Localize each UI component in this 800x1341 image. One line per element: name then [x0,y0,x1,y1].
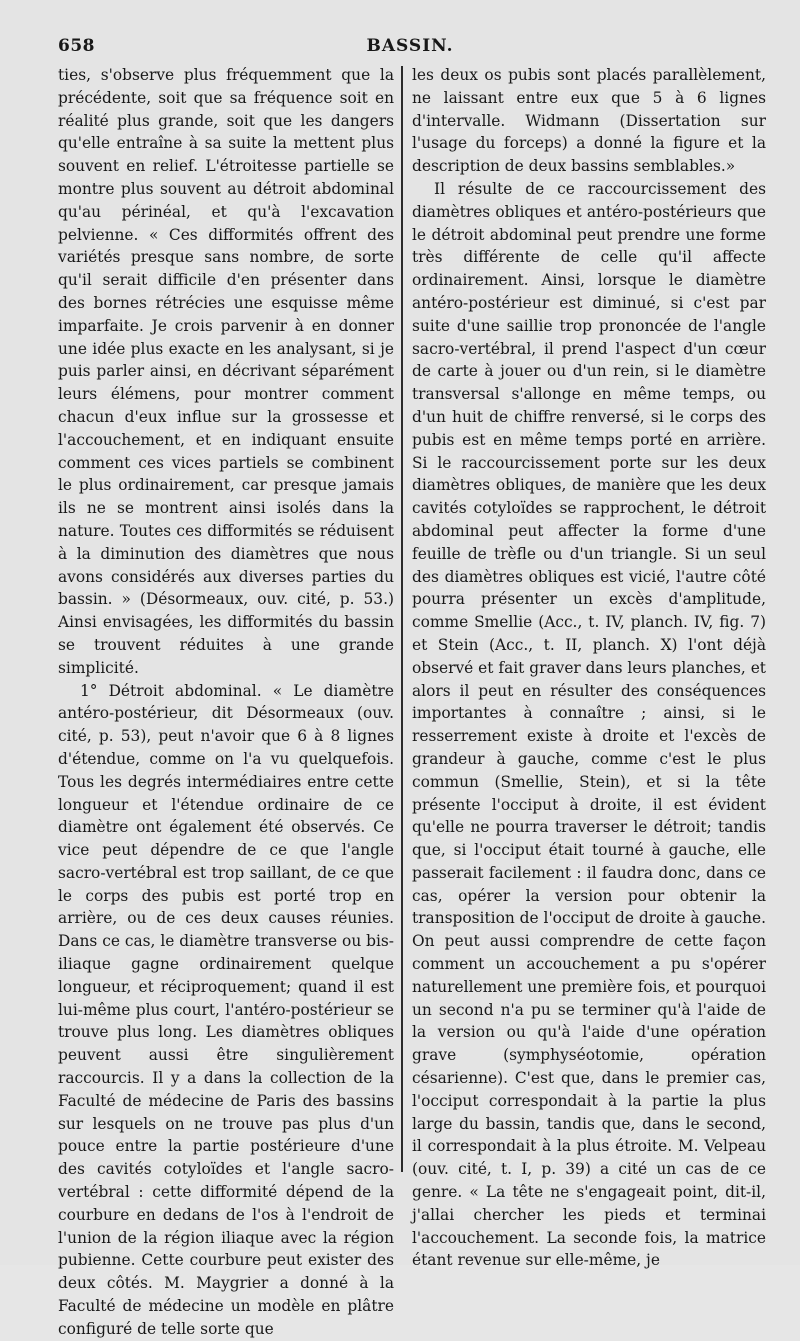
column-divider [401,66,403,1172]
running-title: BASSIN. [366,36,454,56]
left-column [58,64,394,1341]
page-number: 658 [58,36,95,56]
paragraph: les deux os pubis sont placés parallèlement, ne laissant entre eux que 5 à 6 lignes d'intervalle. Widmann (Dissertation sur l'usage du forceps) a donné la figure et la description de deux bassins semblables.» [412,66,766,176]
page-header [0,36,800,62]
right-column [412,64,766,1272]
paragraph: Il résulte de ce raccourcissement des diamètres obliques et antéro-postérieurs que le détroit abdominal peut prendre une forme très différente de celle qu'il affecte ordinairement. Ainsi, lorsque le diamètre antéro-postérieur est diminué, si c'est par suite d'une saillie trop prononcée de l'angle sacro-vertébral, il prend l'aspect d'un cœur de carte à jouer ou d'un rein, si le diamètre transversal s'allonge en même temps, ou d'un huit de chiffre renversé, si le corps des pubis est en même temps porté en arrière. Si le raccourcissement porte sur les deux diamètres obliques, de manière que les deux cavités cotyloïdes se rapprochent, le détroit abdominal peut affecter la forme d'une feuille de trèfle ou d'un triangle. Si un seul des diamètres obliques est vicié, l'autre côté pourra présenter un excès d'amplitude, comme Smellie (Acc., t. IV, planch. IV, fig. 7) et Stein (Acc., t. II, planch. X) l'ont déjà observé et fait graver dans leurs planches, et alors il peut en résulter des conséquences importantes à connaître ; ainsi, si le resserrement existe à droite et l'excès de grandeur à gauche, comme c'est le plus commun (Smellie, Stein), et si la tête présente l'occiput à droite, il est évident qu'elle ne pourra traverser le détroit; tandis que, si l'occiput était tourné à gauche, elle passerait facilement : il faudra donc, dans ce cas, opérer la version pour obtenir la transposition de l'occiput de droite à gauche. On peut aussi comprendre de cette façon comment un accouchement a pu s'opérer naturellement une première fois, et pourquoi un second n'a pu se terminer qu'à l'aide de la version ou qu'à l'aide d'une opération grave (symphyséotomie, opération césarienne). C'est que, dans le premier cas, l'occiput correspondait à la partie la plus large du bassin, tandis que, dans le second, il correspondait à la plus étroite. M. Velpeau (ouv. cité, t. I, p. 39) a cité un cas de ce genre. « La tête ne s'engageait point, dit-il, j'allai chercher les pieds et terminai l'accouchement. La seconde fois, la matrice étant revenue sur elle-même, je [412,179,766,1270]
paragraph: 1° Détroit abdominal. « Le diamètre antéro-postérieur, dit Désormeaux (ouv. cité, p. 53), peut n'avoir que 6 à 8 lignes d'étendue, comme on l'a vu quelquefois. Tous les degrés intermédiaires entre cette longueur et l'étendue ordinaire de ce diamètre ont également été observés. Ce vice peut dépendre de ce que l'angle sacro-vertébral est trop saillant, de ce que le corps des pubis est porté trop en arrière, ou de ces deux causes réunies. Dans ce cas, le diamètre transverse ou bis-iliaque gagne ordinairement quelque longueur, et réciproquement; quand il est lui-même plus court, l'antéro-postérieur se trouve plus long. Les diamètres obliques peuvent aussi être singulièrement raccourcis. Il y a dans la collection de la Faculté de médecine de Paris des bassins sur lesquels on ne trouve pas plus d'un pouce entre la partie postérieure d'une des cavités cotyloïdes et l'angle sacro-vertébral : cette difformité dépend de la courbure en dedans de l'os à l'endroit de l'union de la région iliaque avec la région pubienne. Cette courbure peut exister des deux côtés. M. Maygrier a donné à la Faculté de médecine un modèle en plâtre configuré de telle sorte que [58,681,394,1338]
paragraph: ties, s'observe plus fréquemment que la précédente, soit que sa fréquence soit en réalité plus grande, soit que les dangers qu'elle entraîne à sa suite la mettent plus souvent en relief. L'étroitesse partielle se montre plus souvent au détroit abdominal qu'au périnéal, et qu'à l'excavation pelvienne. « Ces difformités offrent des variétés presque sans nombre, de sorte qu'il serait difficile d'en présenter dans des bornes rétrécies une esquisse même imparfaite. Je crois parvenir à en donner une idée plus exacte en les analysant, si je puis parler ainsi, en décrivant séparément leurs élémens, pour montrer comment chacun d'eux influe sur la grossesse et l'accouchement, et en indiquant ensuite comment ces vices partiels se combinent le plus ordinairement, car presque jamais ils ne se montrent ainsi isolés dans la nature. Toutes ces difformités se réduisent à la diminution des diamètres que nous avons considérés aux diverses parties du bassin. » (Désormeaux, ouv. cité, p. 53.) Ainsi envisagées, les difformités du bassin se trouvent réduites à une grande simplicité. [58,66,394,677]
